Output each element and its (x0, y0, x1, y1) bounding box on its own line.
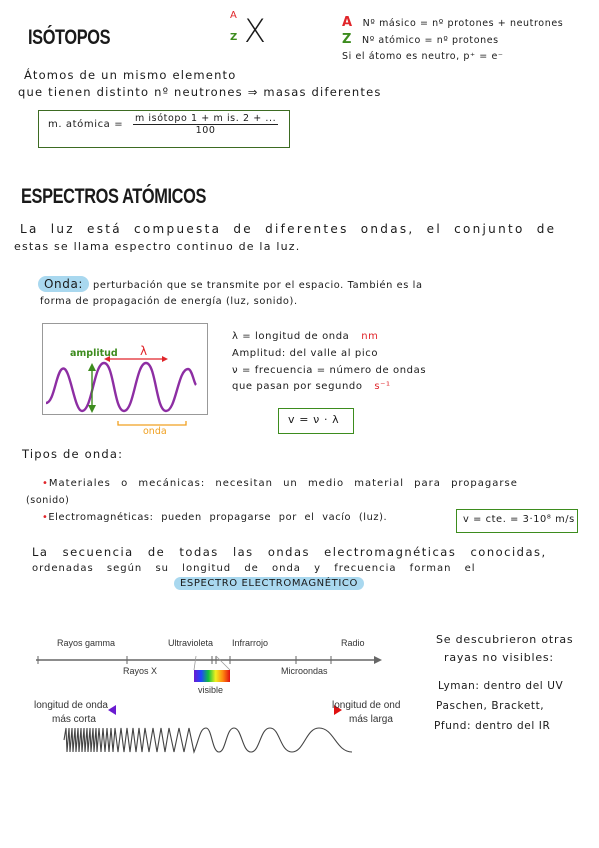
atomic-mass-formula (48, 113, 278, 136)
wave-curve (46, 363, 196, 411)
em-label-microwave: Microondas (281, 666, 328, 676)
legend-a-symbol: A (342, 15, 353, 30)
em-spectrum-highlight: ESPECTRO ELECTROMAGNÉTICO (174, 577, 364, 590)
isotope-notation (230, 10, 275, 52)
legend-z-symbol: Z (342, 32, 353, 47)
em-label-visible: visible (198, 685, 224, 695)
wave-def-lambda-unit: nm (361, 331, 379, 342)
velocity-formula: v = ν · λ (288, 413, 340, 426)
spectra-intro-line2: estas se llama espectro continuo de la luz. (14, 240, 301, 253)
em-sequence-line2: ordenadas según su longitud de onda y frecuencia forman el (32, 563, 476, 574)
wave-def-per-second-text: que pasan por segundo (232, 381, 363, 392)
amplitude-arrow-head-top (88, 363, 96, 371)
wave-type-mechanical-example: (sonido) (26, 495, 70, 506)
bullet-1: • (42, 478, 49, 489)
onda-definition-line2: forma de propagación de energía (luz, sonido). (40, 296, 298, 307)
em-label-radio: Radio (341, 638, 365, 648)
isotope-def-line2: que tienen distinto nº neutrones ⇒ masas diferentes (18, 85, 382, 99)
wave-drawing (42, 323, 208, 438)
onda-def-text1: perturbación que se transmite por el espacio. También es la (93, 280, 423, 291)
wave-def-lambda (232, 331, 378, 342)
series-pfund: Pfund: dentro del IR (434, 720, 551, 732)
wave-def-per-second (232, 381, 391, 392)
short-wavelength-label-2: más corta (52, 714, 96, 725)
wave-type-mechanical-text: Materiales o mecánicas: necesitan un medio material para propagarse (48, 478, 518, 489)
amplitude-label: amplitud (70, 348, 118, 359)
em-axis-arrow-right (374, 656, 382, 664)
isotope-def-line1: Átomos de un mismo elemento (24, 68, 237, 82)
onda-word-highlight: Onda: (38, 276, 89, 292)
formula-numerator: m isótopo 1 + m is. 2 + ... (134, 113, 277, 124)
legend-mass (342, 15, 563, 30)
wave-type-mechanical (42, 478, 518, 489)
em-sequence-line1: La secuencia de todas las ondas electromagnéticas conocidas, (32, 545, 547, 559)
onda-label: onda (143, 426, 167, 437)
wave-type-electromagnetic-text: Electromagnéticas: pueden propagarse por el vacío (luz). (48, 512, 388, 523)
legend-z-text: Nº atómico = nº protones (362, 35, 499, 46)
spectra-title: ESPECTROS ATÓMICOS (21, 185, 207, 208)
notation-mass-number: A (230, 10, 237, 21)
long-wavelength-label-2: más larga (349, 714, 393, 725)
side-note-line1: Se descubrieron otras (436, 633, 574, 646)
wave-types-title: Tipos de onda: (22, 447, 124, 461)
em-label-xray: Rayos X (123, 666, 158, 676)
lambda-label: λ (140, 344, 148, 358)
notation-element-symbol: X (244, 12, 266, 50)
legend-a-text: Nº másico = nº protones + neutrones (362, 18, 564, 29)
notation-atomic-number: Z (230, 32, 238, 43)
legend-atomic (342, 32, 499, 47)
side-note-line2: rayas no visibles: (444, 651, 554, 664)
em-label-uv: Ultravioleta (168, 638, 214, 648)
wave-def-amplitude: Amplitud: del valle al pico (232, 348, 379, 359)
series-paschen-brackett: Paschen, Brackett, (436, 700, 545, 712)
bullet-2: • (42, 512, 49, 523)
formula-label: m. atómica = (48, 119, 124, 130)
light-speed-formula: v = cte. = 3·10⁸ m/s (463, 514, 575, 525)
em-label-ir: Infrarrojo (232, 638, 269, 648)
wave-def-frequency: ν = frecuencia = número de ondas (232, 365, 427, 376)
wave-type-electromagnetic (42, 512, 387, 523)
neutral-atom-note: Si el átomo es neutro, p⁺ = e⁻ (342, 51, 504, 62)
wavelength-illustration (64, 728, 352, 752)
long-wavelength-label-1: longitud de ond (332, 700, 401, 711)
onda-bracket (118, 421, 186, 425)
series-lyman: Lyman: dentro del UV (438, 680, 564, 692)
gradient-arrow-head-left (108, 705, 116, 715)
wave-def-per-second-unit: s⁻¹ (374, 381, 391, 392)
onda-definition-line1 (38, 277, 423, 291)
short-wavelength-label-1: longitud de onda (34, 700, 108, 711)
isotopes-title: ISÓTOPOS (28, 26, 111, 49)
formula-denominator: 100 (195, 125, 216, 136)
spectra-intro-line1: La luz está compuesta de diferentes ondas, el conjunto de (20, 222, 557, 236)
amplitude-arrow-head-bottom (88, 405, 96, 413)
wavelength-arrow-head-right (162, 356, 168, 362)
em-label-gamma: Rayos gamma (57, 638, 116, 648)
wave-def-lambda-text: λ = longitud de onda (232, 331, 350, 342)
visible-band (194, 670, 230, 682)
formula-fraction (133, 113, 278, 136)
